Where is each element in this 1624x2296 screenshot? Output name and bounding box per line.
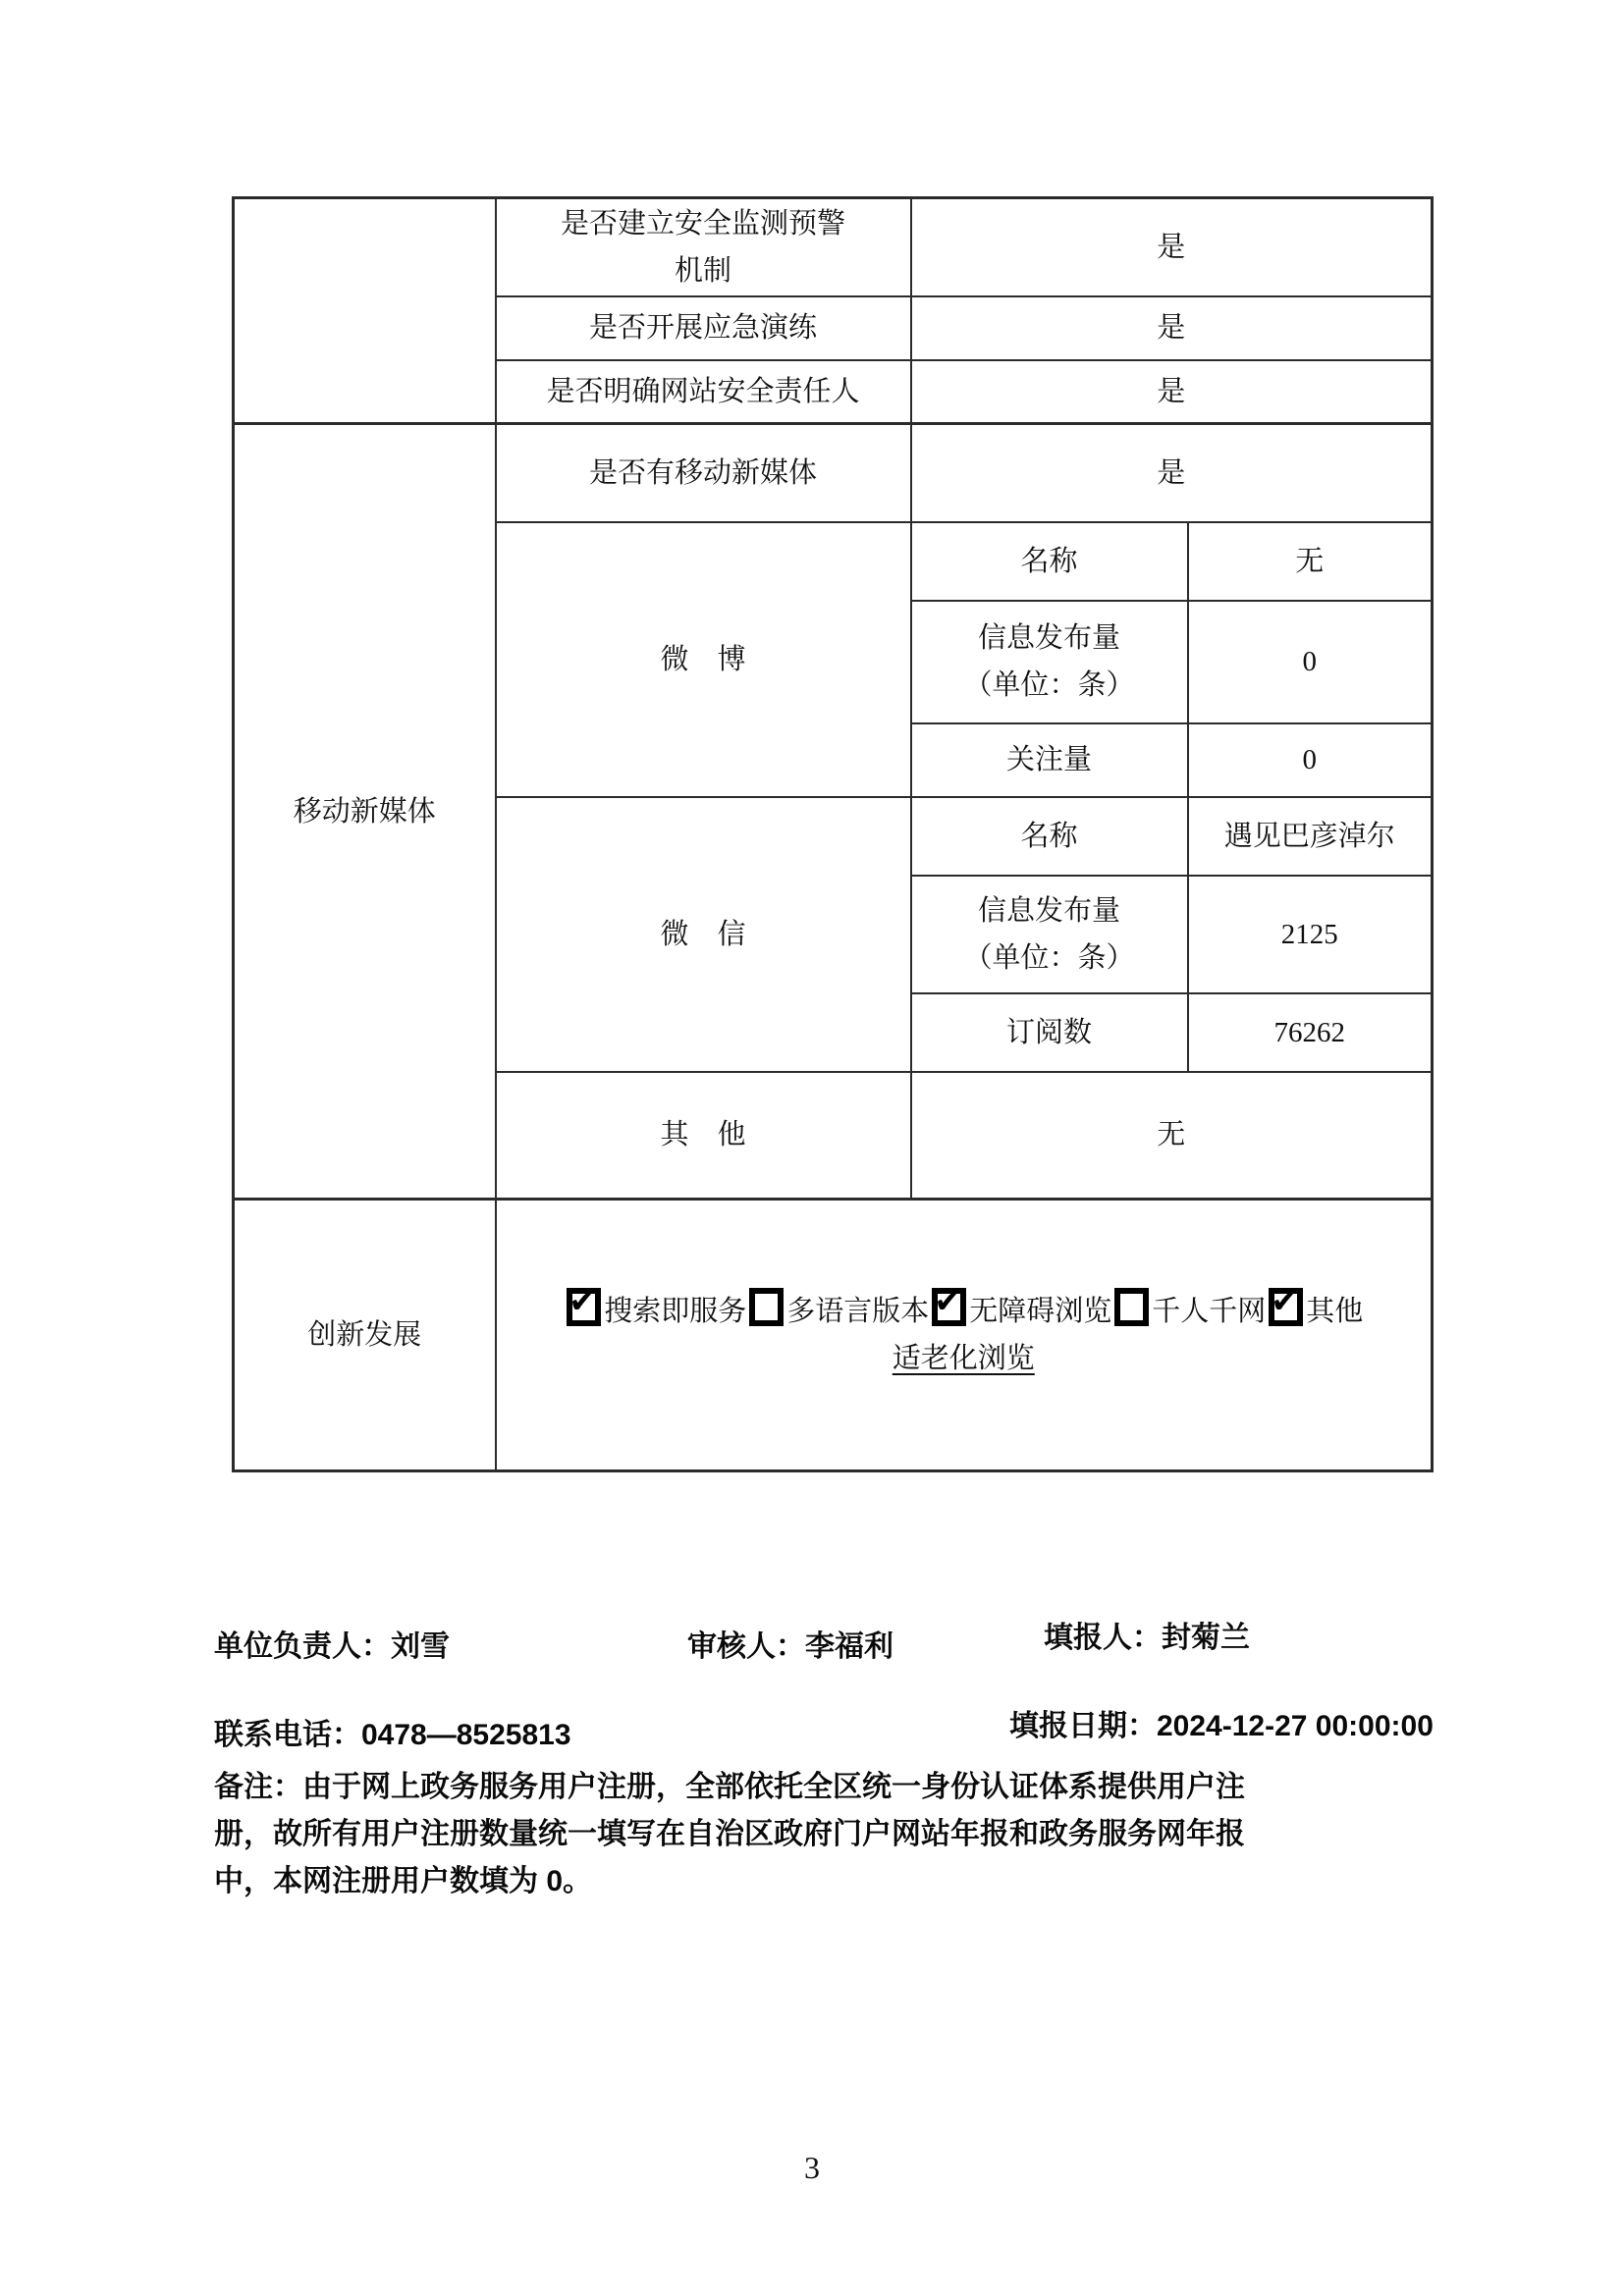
- checkbox-accessibility[interactable]: [932, 1288, 966, 1326]
- phone-line: [214, 1710, 571, 1753]
- innovation-option-label: 多语言版本: [786, 1296, 930, 1327]
- checkbox-other[interactable]: [1269, 1288, 1303, 1326]
- wechat-posts-label-line: 信息发布量: [977, 894, 1120, 927]
- wechat-posts-value-cell: 2125: [1188, 876, 1433, 993]
- filler-value: 封菊兰: [1162, 1622, 1250, 1654]
- security-answer-cell: 是: [911, 296, 1433, 360]
- weibo-posts-label-line: 信息发布量: [977, 622, 1120, 654]
- mobile-media-section-label: 移动新媒体: [234, 424, 496, 1200]
- security-question-line: 是否建立安全监测预警: [560, 207, 845, 240]
- reviewer-line: [687, 1622, 893, 1665]
- remark-line: 中，本网注册用户数填为 0。: [214, 1865, 593, 1897]
- unit-head-label: 单位负责人：: [214, 1630, 391, 1663]
- page-number: 3: [804, 2150, 820, 2185]
- security-question-cell: 是否开展应急演练: [496, 296, 911, 360]
- phone-label: 联系电话：: [214, 1719, 361, 1751]
- innovation-option: [1111, 1296, 1266, 1327]
- reviewer-label: 审核人：: [687, 1630, 805, 1663]
- report-date-line: [1009, 1701, 1434, 1744]
- innovation-other-detail: 适老化浏览: [892, 1343, 1035, 1374]
- checkbox-personalized[interactable]: [1114, 1288, 1149, 1326]
- checkbox-search-as-service[interactable]: [567, 1288, 601, 1326]
- weibo-name-value-cell: 无: [1188, 522, 1433, 601]
- innovation-option-label: 千人千网: [1152, 1296, 1267, 1327]
- innovation-option-label: 搜索即服务: [604, 1296, 747, 1327]
- innovation-section-label: 创新发展: [234, 1200, 496, 1471]
- innovation-options-cell: [496, 1200, 1433, 1471]
- weibo-followers-label-cell: 关注量: [911, 723, 1188, 797]
- security-answer-cell: 是: [911, 198, 1433, 296]
- weibo-posts-value-cell: 0: [1188, 601, 1433, 723]
- reviewer-value: 李福利: [805, 1630, 893, 1663]
- report-date-value: 2024-12-27 00:00:00: [1157, 1710, 1434, 1742]
- innovation-option: [564, 1296, 746, 1327]
- annual-report-table: [232, 196, 1434, 1472]
- innovation-option-label: 其他: [1306, 1296, 1364, 1327]
- other-media-label-cell: 其 他: [496, 1072, 911, 1200]
- wechat-subscribers-value-cell: 76262: [1188, 993, 1433, 1072]
- wechat-group-label: 微 信: [496, 797, 911, 1072]
- weibo-name-label-cell: 名称: [911, 522, 1188, 601]
- weibo-group-label: 微 博: [496, 522, 911, 797]
- security-question-line: 机制: [674, 254, 731, 287]
- report-date-label: 填报日期：: [1009, 1710, 1157, 1742]
- security-answer-cell: 是: [911, 360, 1433, 424]
- checkbox-multilingual[interactable]: [749, 1288, 784, 1326]
- innovation-option: [1266, 1296, 1363, 1327]
- wechat-posts-label-line: （单位：条）: [963, 941, 1135, 974]
- remark-line: 册，故所有用户注册数量统一填写在自治区政府门户网站年报和政务服务网年报: [214, 1818, 1245, 1850]
- remark-line: 备注：由于网上政务服务用户注册，全部依托全区统一身份认证体系提供用户注: [214, 1771, 1245, 1803]
- weibo-followers-value-cell: 0: [1188, 723, 1433, 797]
- other-media-value-cell: 无: [911, 1072, 1433, 1200]
- wechat-name-label-cell: 名称: [911, 797, 1188, 876]
- filler-line: [1044, 1613, 1250, 1656]
- unit-head-value: 刘雪: [391, 1630, 450, 1663]
- wechat-posts-label-cell: [911, 876, 1188, 993]
- filler-label: 填报人：: [1044, 1622, 1162, 1654]
- security-question-cell: 是否明确网站安全责任人: [496, 360, 911, 424]
- unit-head-line: [214, 1622, 450, 1665]
- security-question-cell: [496, 198, 911, 296]
- has-mobile-media-question-cell: 是否有移动新媒体: [496, 424, 911, 522]
- innovation-option-label: 无障碍浏览: [969, 1296, 1112, 1327]
- wechat-subscribers-label-cell: 订阅数: [911, 993, 1188, 1072]
- weibo-posts-label-cell: [911, 601, 1188, 723]
- has-mobile-media-answer-cell: 是: [911, 424, 1433, 522]
- innovation-option: [929, 1296, 1111, 1327]
- innovation-option: [746, 1296, 929, 1327]
- wechat-name-value-cell: 遇见巴彦淖尔: [1188, 797, 1433, 876]
- phone-value: 0478—8525813: [361, 1719, 571, 1751]
- weibo-posts-label-line: （单位：条）: [963, 669, 1135, 701]
- remark-block: [214, 1764, 1402, 1905]
- security-category-cell: [234, 198, 496, 424]
